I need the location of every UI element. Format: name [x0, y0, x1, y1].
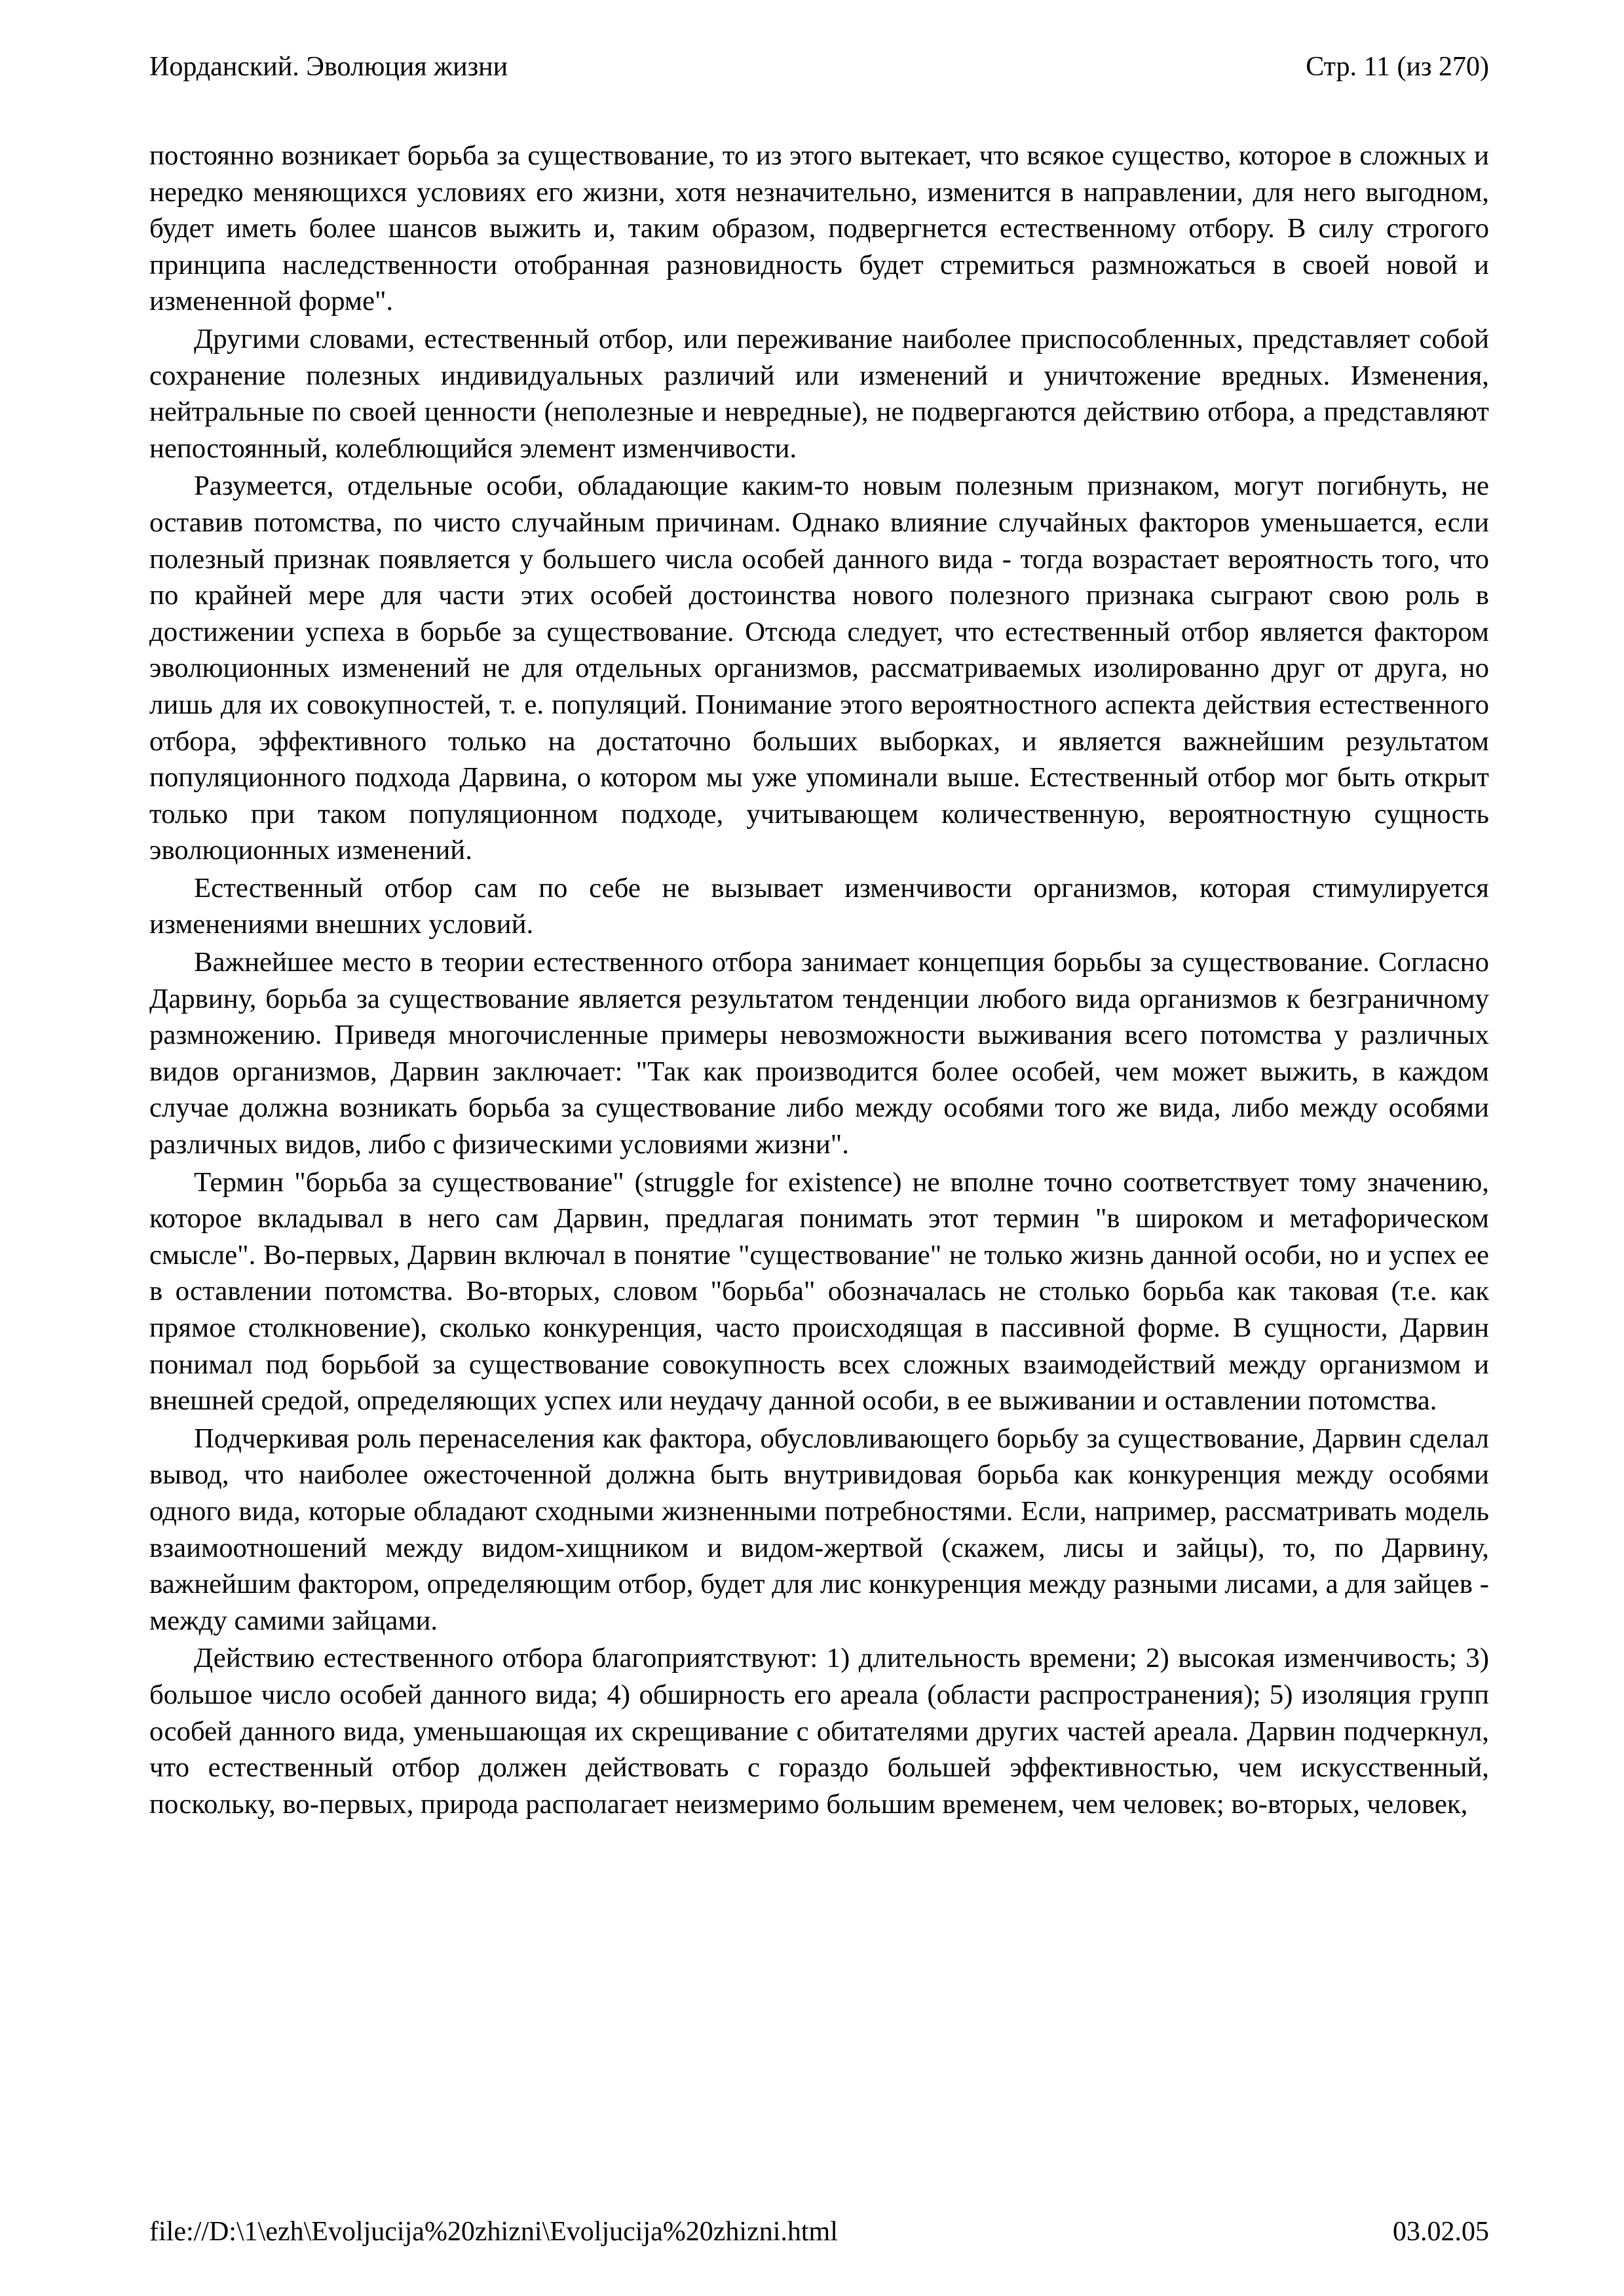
- paragraph: Разумеется, отдельные особи, обладающие каким-то новым полезным признаком, могут погибнуть, не оставив потомства, по чисто случайным причинам. Однако влияние случайных факторов уменьшается, если полезный признак появляется у большего числа особей данного вида - тогда возрастает вероятность того, что по крайней мере для части этих особей достоинства нового полезного признака сыграют свою роль в достижении успеха в борьбе за существование. Отсюда следует, что естественный отбор является фактором эволюционных изменений не для отдельных организмов, рассматриваемых изолированно друг от друга, но лишь для их совокупностей, т. е. популяций. Понимание этого вероятностного аспекта действия естественного отбора, эффективного только на достаточно больших выборках, и является важнейшим результатом популяционного подхода Дарвина, о котором мы уже упоминали выше. Естественный отбор мог быть открыт только при таком популяционном подходе, учитывающем количественную, вероятностную сущность эволюционных изменений.: [149, 470, 1489, 866]
- paragraph: Другими словами, естественный отбор, или переживание наиболее приспособленных, представляет собой сохранение полезных индивидуальных различий или изменений и уничтожение вредных. Изменения, нейтральные по своей ценности (неполезные и невредные), не подвергаются действию отбора, а представляют непостоянный, колеблющийся элемент изменчивости.: [149, 323, 1489, 464]
- page-footer: [149, 2212, 1489, 2251]
- document-body: [149, 138, 1489, 1824]
- print-date: 03.02.05: [1393, 2217, 1489, 2247]
- page-number: Стр. 11 (из 270): [1306, 52, 1489, 82]
- paragraph: Действию естественного отбора благоприятствуют: 1) длительность времени; 2) высокая изменчивость; 3) большое число особей данного вида; 4) обширность его ареала (области распространения); 5) изоляция групп особей данного вида, уменьшающая их скрещивание с обитателями других частей ареала. Дарвин подчеркнул, что естественный отбор должен действовать с гораздо большей эффективностью, чем искусственный, поскольку, во-первых, природа располагает неизмеримо большим временем, чем человек; во-вторых, человек,: [149, 1643, 1489, 1820]
- paragraph: Подчеркивая роль перенаселения как фактора, обусловливающего борьбу за существование, Дарвин сделал вывод, что наиболее ожесточенной должна быть внутривидовая борьба как конкуренция между особями одного вида, которые обладают сходными жизненными потребностями. Если, например, рассматривать модель взаимоотношений между видом-хищником и видом-жертвой (скажем, лисы и зайцы), то, по Дарвину, важнейшим фактором, определяющим отбор, будет для лис конкуренция между разными лисами, а для зайцев - между самими зайцами.: [149, 1423, 1489, 1636]
- file-path: file://D:\1\ezh\Evoljucija%20zhizni\Evoljucija%20zhizni.html: [149, 2217, 838, 2247]
- paragraph: Важнейшее место в теории естественного отбора занимает концепция борьбы за существование. Согласно Дарвину, борьба за существование является результатом тенденции любого вида организмов к безграничному размножению. Приведя многочисленные примеры невозможности выживания всего потомства у различных видов организмов, Дарвин заключает: "Так как производится более особей, чем может выжить, в каждом случае должна возникать борьба за существование либо между особями того же вида, либо между особями различных видов, либо с физическими условиями жизни".: [149, 947, 1489, 1160]
- paragraph: постоянно возникает борьба за существование, то из этого вытекает, что всякое существо, которое в сложных и нередко меняющихся условиях его жизни, хотя незначительно, изменится в направлении, для него выгодном, будет иметь более шансов выжить и, таким образом, подвергнется естественному отбору. В силу строгого принципа наследственности отобранная разновидность будет стремиться размножаться в своей новой и измененной форме".: [149, 140, 1489, 317]
- paragraph: Термин "борьба за существование" (struggle for existence) не вполне точно соответствует тому значению, которое вкладывал в него сам Дарвин, предлагая понимать этот термин "в широком и метафорическом смысле". Во-первых, Дарвин включал в понятие "существование" не только жизнь данной особи, но и успех ее в оставлении потомства. Во-вторых, словом "борьба" обозначалась не столько борьба как таковая (т.е. как прямое столкновение), сколько конкуренция, часто происходящая в пассивной форме. В сущности, Дарвин понимал под борьбой за существование совокупность всех сложных взаимодействий между организмом и внешней средой, определяющих успех или неудачу данной особи, в ее выживании и оставлении потомства.: [149, 1166, 1489, 1417]
- document-title: Иорданский. Эволюция жизни: [149, 52, 508, 82]
- paragraph: Естественный отбор сам по себе не вызывает изменчивости организмов, которая стимулируется изменениями внешних условий.: [149, 872, 1489, 940]
- page-header: [149, 47, 1489, 86]
